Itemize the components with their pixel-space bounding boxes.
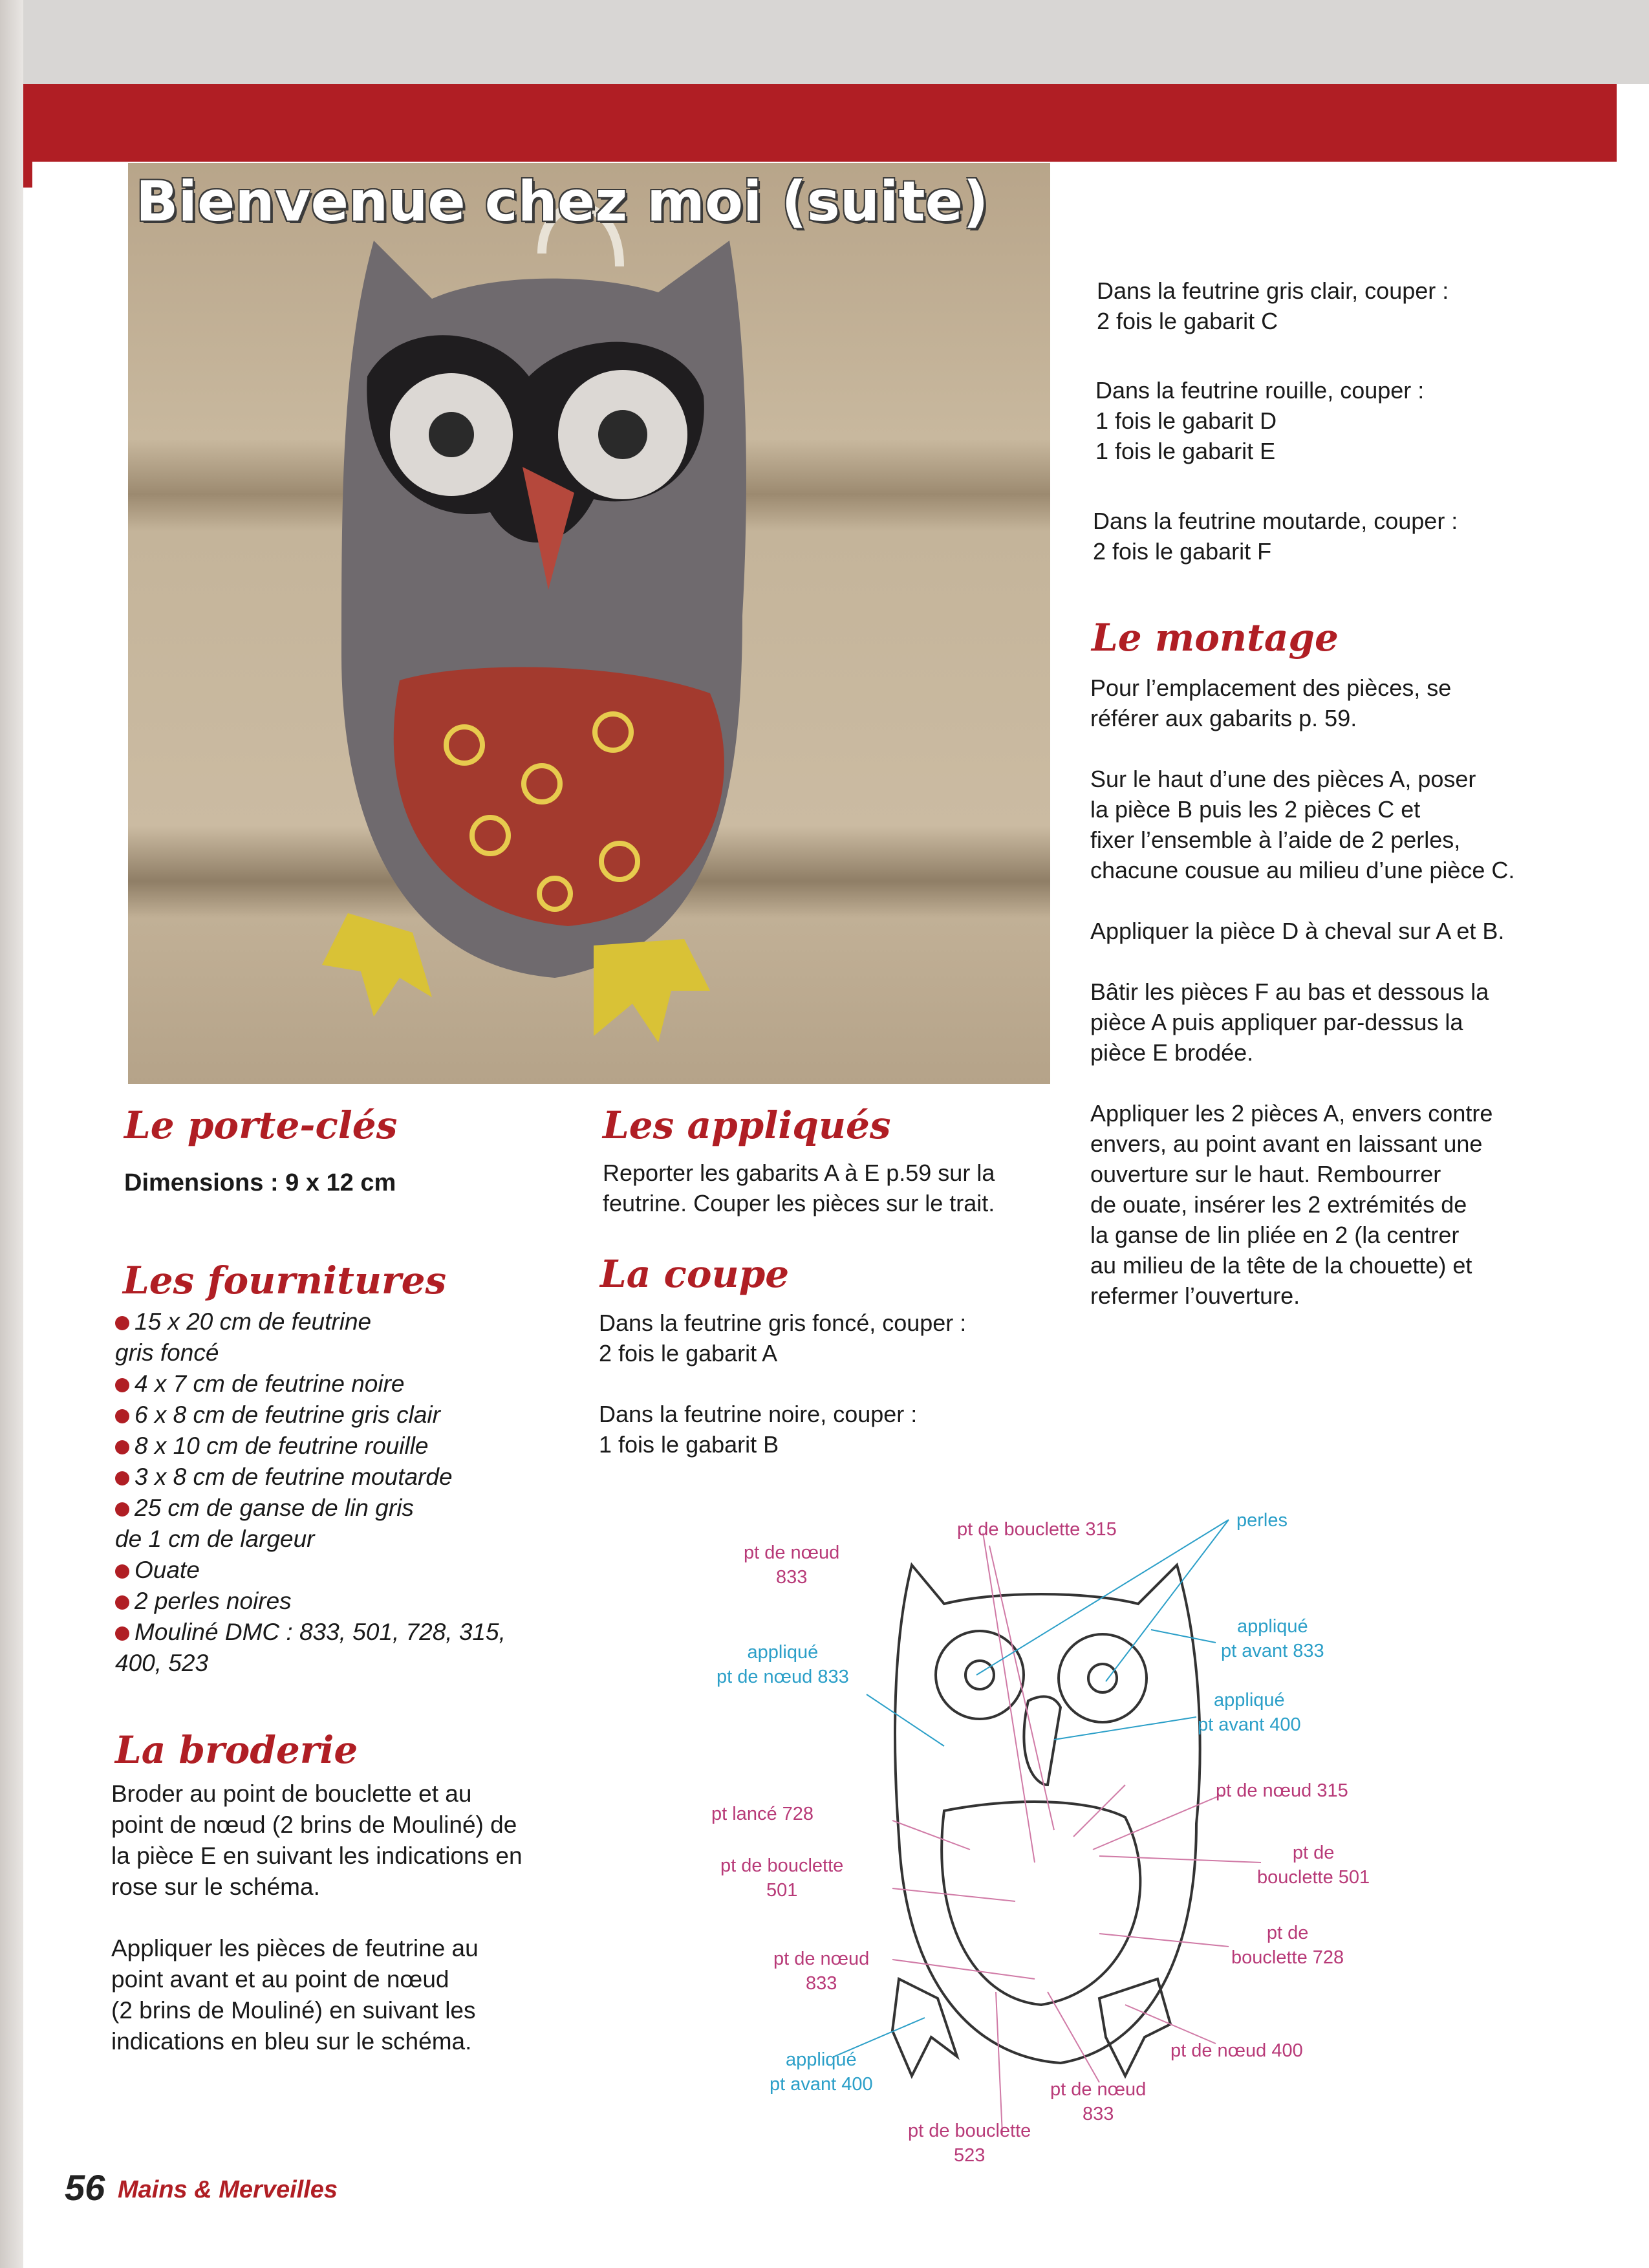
montage-line: refermer l’ouverture. — [1090, 1282, 1300, 1309]
coupe-line: Dans la feutrine gris foncé, couper : — [599, 1310, 967, 1336]
montage-line: chacune cousue au milieu d’une pièce C. — [1090, 857, 1515, 883]
diagram-label-line: 523 — [953, 2145, 986, 2166]
cut-rouille-line-1: Dans la feutrine rouille, couper : — [1095, 377, 1425, 404]
coupe-line: 2 fois le gabarit A — [599, 1340, 778, 1366]
montage-line: Bâtir les pièces F au bas et dessous la — [1090, 978, 1489, 1005]
label-pt-de-noeud-315: pt de nœud 315 — [1216, 1780, 1348, 1801]
magazine-name: Mains & Merveilles — [118, 2176, 338, 2203]
montage-line: Appliquer les 2 pièces A, envers contre — [1090, 1100, 1493, 1127]
label-applique-pt-de-noeud-833 — [717, 1640, 849, 1689]
cut-moutarde-line-2: 2 fois le gabarit F — [1093, 538, 1272, 565]
diagram-label-line: bouclette 728 — [1231, 1947, 1344, 1968]
label-pt-de-bouclette-501-left — [720, 1853, 843, 1903]
diagram-label-line: appliqué — [1236, 1616, 1308, 1637]
label-perles: perles — [1236, 1510, 1288, 1531]
diagram-label-line: pt avant 400 — [770, 2074, 873, 2095]
label-applique-pt-avant-400 — [1198, 1688, 1301, 1737]
dimensions: Dimensions : 9 x 12 cm — [124, 1169, 396, 1196]
diagram-label-line: pt avant 833 — [1221, 1641, 1324, 1661]
fourniture-text: Mouliné DMC : 833, 501, 728, 315, — [135, 1619, 506, 1645]
diagram-label-line: pt de bouclette — [908, 2121, 1031, 2141]
broderie-line: rose sur le schéma. — [111, 1874, 320, 1900]
fourniture-text: 2 perles noires — [135, 1588, 292, 1614]
label-pt-lance-728: pt lancé 728 — [711, 1804, 814, 1824]
fourniture-text: 6 x 8 cm de feutrine gris clair — [135, 1401, 440, 1428]
diagram-label-line: pt avant 400 — [1198, 1714, 1301, 1735]
diagram-label-line: appliqué — [1213, 1690, 1285, 1711]
montage-line: Appliquer la pièce D à cheval sur A et B. — [1090, 918, 1505, 944]
fourniture-text: 8 x 10 cm de feutrine rouille — [135, 1432, 429, 1459]
diagram-label-line: 833 — [805, 1973, 837, 1994]
montage-heading: Le montage — [1092, 616, 1339, 660]
fourniture-text: 3 x 8 cm de feutrine moutarde — [135, 1463, 453, 1490]
fourniture-text: Ouate — [135, 1557, 200, 1583]
diagram-label-line: appliqué — [785, 2049, 857, 2070]
cut-moutarde-line-1: Dans la feutrine moutarde, couper : — [1093, 508, 1458, 534]
diagram-label-line: pt de nœud — [744, 1542, 840, 1563]
owl-diagram-outline — [892, 1565, 1200, 2076]
label-pt-de-bouclette-728 — [1231, 1921, 1344, 1970]
cut-rouille-line-2: 1 fois le gabarit D — [1095, 407, 1277, 434]
montage-line: pièce E brodée. — [1090, 1039, 1254, 1066]
coupe-line: 1 fois le gabarit B — [599, 1431, 779, 1458]
diagram-label-line: pt de — [1266, 1923, 1309, 1943]
fourniture-text: 25 cm de ganse de lin gris — [135, 1495, 414, 1521]
montage-line: au milieu de la tête de la chouette) et — [1090, 1252, 1472, 1279]
diagram-label-line: 501 — [766, 1880, 798, 1901]
fournitures-heading: Les fournitures — [123, 1258, 447, 1302]
fourniture-text: 400, 523 — [115, 1650, 209, 1676]
label-pt-de-noeud-833-top — [744, 1540, 839, 1590]
cut-gris-clair-line-2: 2 fois le gabarit C — [1097, 308, 1278, 334]
fourniture-text: 4 x 7 cm de feutrine noire — [135, 1370, 405, 1397]
page-number: 56 — [65, 2167, 105, 2208]
broderie-line: point de nœud (2 brins de Mouliné) de — [111, 1811, 517, 1838]
cut-gris-clair-line-1: Dans la feutrine gris clair, couper : — [1097, 277, 1449, 304]
page-title: Bienvenue chez moi (suite) — [136, 169, 989, 234]
coupe-line: Dans la feutrine noire, couper : — [599, 1401, 918, 1427]
label-pt-de-bouclette-315: pt de bouclette 315 — [957, 1519, 1117, 1540]
montage-line: la pièce B puis les 2 pièces C et — [1090, 796, 1421, 823]
coupe-heading: La coupe — [600, 1252, 790, 1296]
label-pt-de-bouclette-501-right — [1257, 1841, 1370, 1890]
broderie-line: Broder au point de bouclette et au — [111, 1780, 472, 1807]
diagram-label-line: 833 — [775, 1567, 808, 1588]
montage-line: Sur le haut d’une des pièces A, poser — [1090, 766, 1476, 792]
montage-line: pièce A puis appliquer par-dessus la — [1090, 1009, 1463, 1035]
montage-line: ouverture sur le haut. Rembourrer — [1090, 1161, 1441, 1187]
diagram-label-line: 833 — [1082, 2104, 1114, 2124]
broderie-line: point avant et au point de nœud — [111, 1966, 449, 1993]
label-pt-de-bouclette-523 — [908, 2119, 1031, 2168]
label-applique-pt-avant-400-bottom — [770, 2047, 873, 2097]
appliques-line: Reporter les gabarits A à E p.59 sur la — [603, 1160, 995, 1186]
montage-line: envers, au point avant en laissant une — [1090, 1130, 1483, 1157]
diagram-label-line: pt de nœud 833 — [717, 1667, 849, 1687]
diagram-label-line: bouclette 501 — [1257, 1867, 1370, 1888]
fourniture-text: 15 x 20 cm de feutrine — [135, 1308, 372, 1335]
label-pt-de-noeud-833-bottom — [1050, 2077, 1146, 2126]
label-applique-pt-avant-833 — [1221, 1614, 1324, 1663]
diagram-label-line: pt de nœud — [773, 1949, 870, 1969]
porte-cles-heading: Le porte-clés — [124, 1103, 398, 1147]
montage-line: de ouate, insérer les 2 extrémités de — [1090, 1191, 1467, 1218]
fourniture-text: de 1 cm de largeur — [115, 1526, 315, 1552]
diagram-label-line: pt de — [1292, 1842, 1335, 1863]
label-pt-de-noeud-400: pt de nœud 400 — [1170, 2040, 1303, 2061]
broderie-line: la pièce E en suivant les indications en — [111, 1842, 523, 1869]
broderie-line: (2 brins de Mouliné) en suivant les — [111, 1997, 476, 2024]
appliques-line: feutrine. Couper les pièces sur le trait. — [603, 1190, 995, 1216]
broderie-line: Appliquer les pièces de feutrine au — [111, 1935, 479, 1961]
diagram-label-line: appliqué — [747, 1642, 819, 1663]
montage-line: référer aux gabarits p. 59. — [1090, 705, 1357, 731]
appliques-heading: Les appliqués — [603, 1103, 891, 1147]
label-pt-de-noeud-833-left — [773, 1947, 869, 1996]
diagram-label-line: pt de bouclette — [720, 1855, 844, 1876]
fourniture-text: gris foncé — [115, 1339, 219, 1366]
montage-line: fixer l’ensemble à l’aide de 2 perles, — [1090, 826, 1461, 853]
cut-rouille-line-3: 1 fois le gabarit E — [1095, 438, 1276, 464]
diagram-label-line: pt de nœud — [1050, 2079, 1147, 2100]
broderie-line: indications en bleu sur le schéma. — [111, 2028, 472, 2055]
montage-line: Pour l’emplacement des pièces, se — [1090, 675, 1452, 701]
broderie-heading: La broderie — [115, 1728, 358, 1772]
montage-line: la ganse de lin pliée en 2 (la centrer — [1090, 1222, 1460, 1248]
